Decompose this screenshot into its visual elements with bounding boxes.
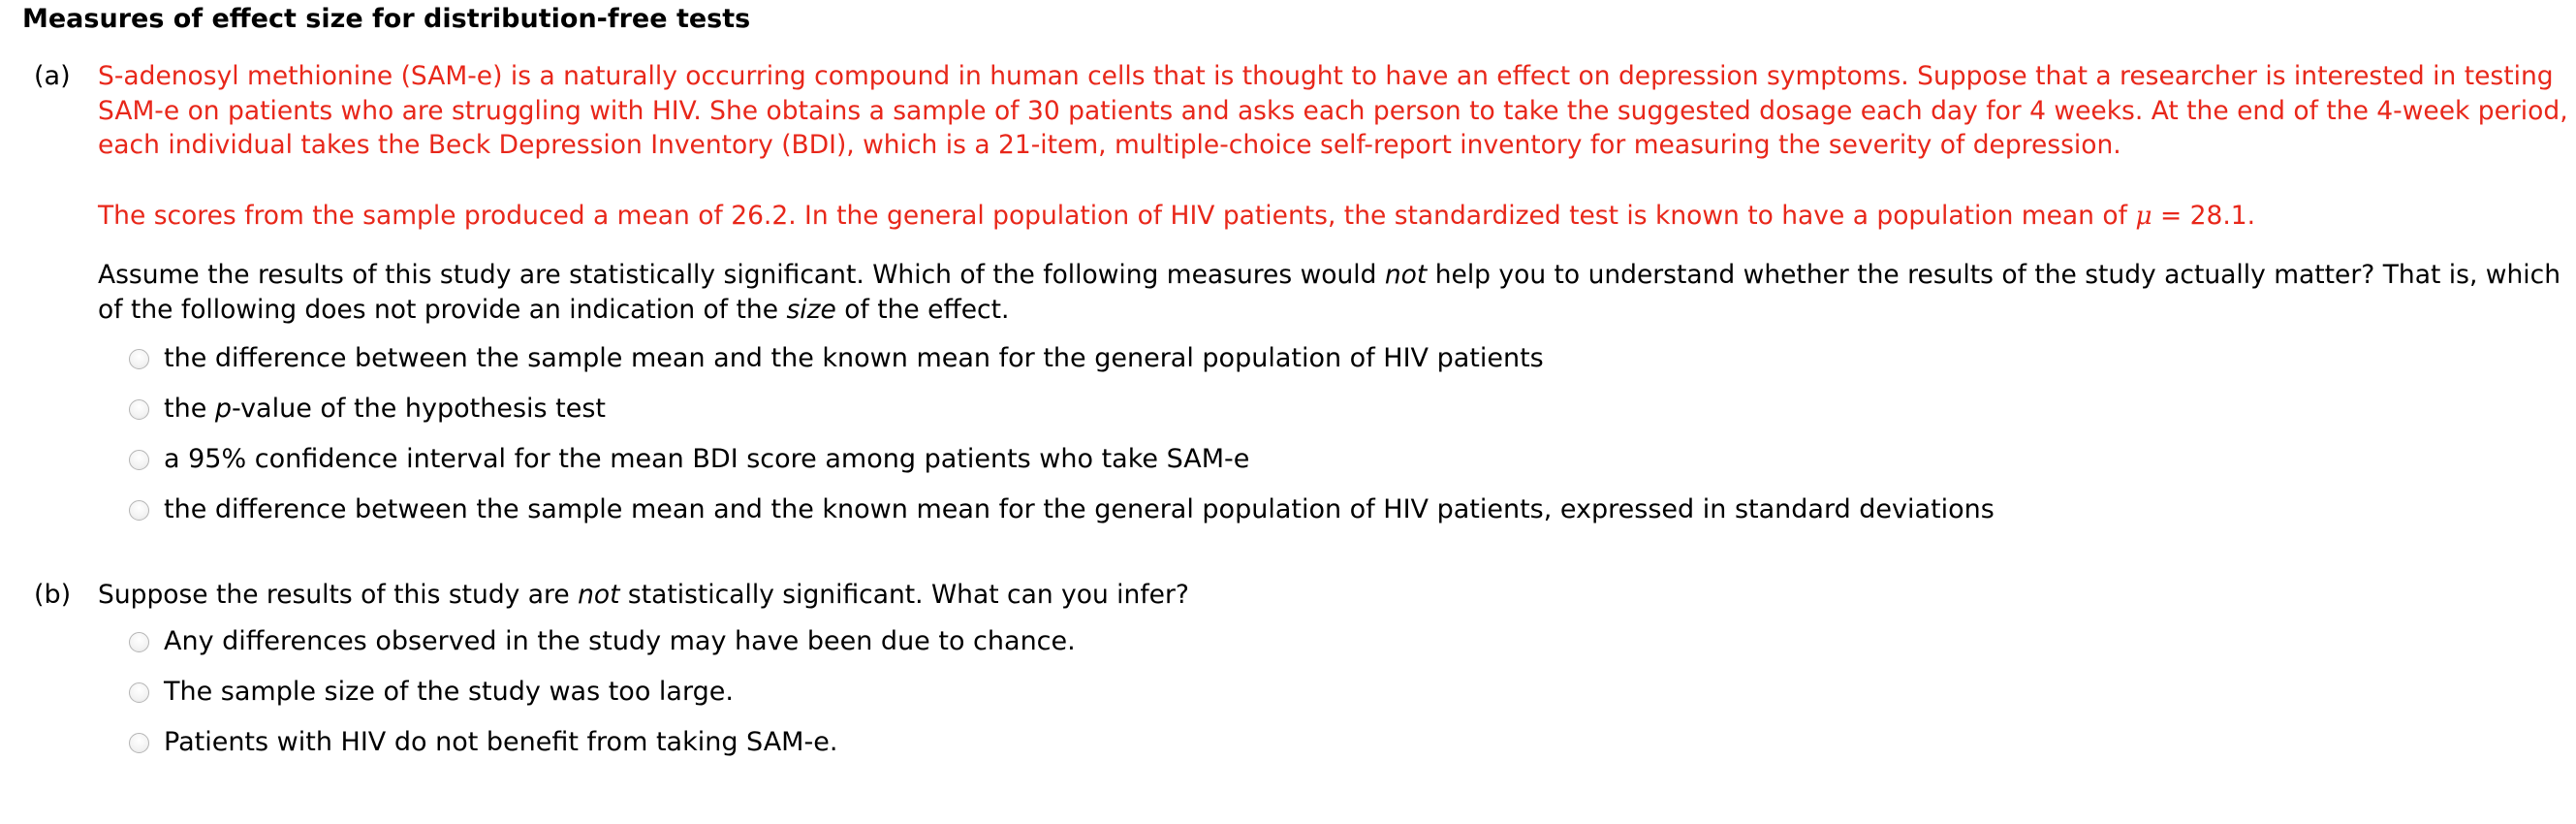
part-b-option-2[interactable] — [129, 675, 734, 710]
option-label: a 95% confidence interval for the mean BDI score among patients who take SAM-e — [164, 444, 1250, 474]
radio-button[interactable] — [129, 349, 149, 369]
part-a-option-3[interactable] — [129, 442, 1249, 477]
part-a-option-1[interactable] — [129, 341, 1544, 376]
part-a-question — [98, 258, 2569, 327]
part-b-label: (b) — [34, 580, 72, 610]
option-label: The sample size of the study was too large. — [164, 677, 734, 707]
radio-button[interactable] — [129, 632, 149, 652]
option-label — [164, 392, 606, 427]
scores-prefix: The scores from the sample produced a mean of 26.2. In the general population of HIV patients, the standardized test is known to have a population mean of — [98, 201, 2136, 231]
part-b-option-1[interactable] — [129, 624, 1076, 659]
page-title: Measures of effect size for distribution-free tests — [22, 4, 751, 34]
part-a-scores — [98, 199, 2569, 234]
scores-suffix: = 28.1. — [2152, 201, 2256, 231]
radio-button[interactable] — [129, 682, 149, 703]
question-a-text-1: Assume the results of this study are statistically significant. Which of the following measures would — [98, 260, 1385, 290]
question-a-text-3: of the effect. — [835, 294, 1010, 325]
radio-button[interactable] — [129, 399, 149, 420]
option-text-italic: p — [214, 394, 233, 424]
part-b-question — [98, 578, 2569, 613]
option-text-before: the — [164, 394, 215, 424]
option-label: Patients with HIV do not benefit from taking SAM-e. — [164, 727, 838, 757]
part-a-option-4[interactable] — [129, 492, 1995, 527]
radio-button[interactable] — [129, 500, 149, 521]
question-a-size: size — [786, 294, 836, 325]
part-a-intro: S-adenosyl methionine (SAM-e) is a naturally occurring compound in human cells that is thought to have an effect on depression symptoms. Suppose that a researcher is interested in testing SAM-e on patients who are struggling with HIV. She obtains a sample of 30 patients and asks each person to take the suggested dosage each day for 4 weeks. At the end of the 4-week period, each individual takes the Beck Depression Inventory (BDI), which is a 21-item, multiple-choice self-report inventory for measuring the severity of depression. — [98, 61, 2568, 160]
option-text-after: -value of the hypothesis test — [232, 394, 607, 424]
part-a-label: (a) — [34, 61, 71, 91]
option-label: the difference between the sample mean and the known mean for the general population of HIV patients — [164, 343, 1544, 373]
part-a-option-2[interactable] — [129, 392, 606, 427]
radio-button[interactable] — [129, 733, 149, 753]
option-label: the difference between the sample mean and the known mean for the general population of HIV patients, expressed in standard deviations — [164, 494, 1995, 524]
option-label: Any differences observed in the study may have been due to chance. — [164, 626, 1076, 656]
question-a-not: not — [1384, 260, 1428, 290]
question-b-not: not — [578, 580, 620, 610]
question-a-text-2: help you to understand whether the results of the study actually matter? That is, which of the following does not provide an indication of the — [98, 260, 2560, 325]
question-b-text-1: Suppose the results of this study are — [98, 580, 579, 610]
question-b-text-2: statistically significant. What can you infer? — [619, 580, 1189, 610]
part-b-option-3[interactable] — [129, 725, 837, 760]
mu-symbol: μ — [2135, 201, 2152, 231]
radio-button[interactable] — [129, 450, 149, 470]
